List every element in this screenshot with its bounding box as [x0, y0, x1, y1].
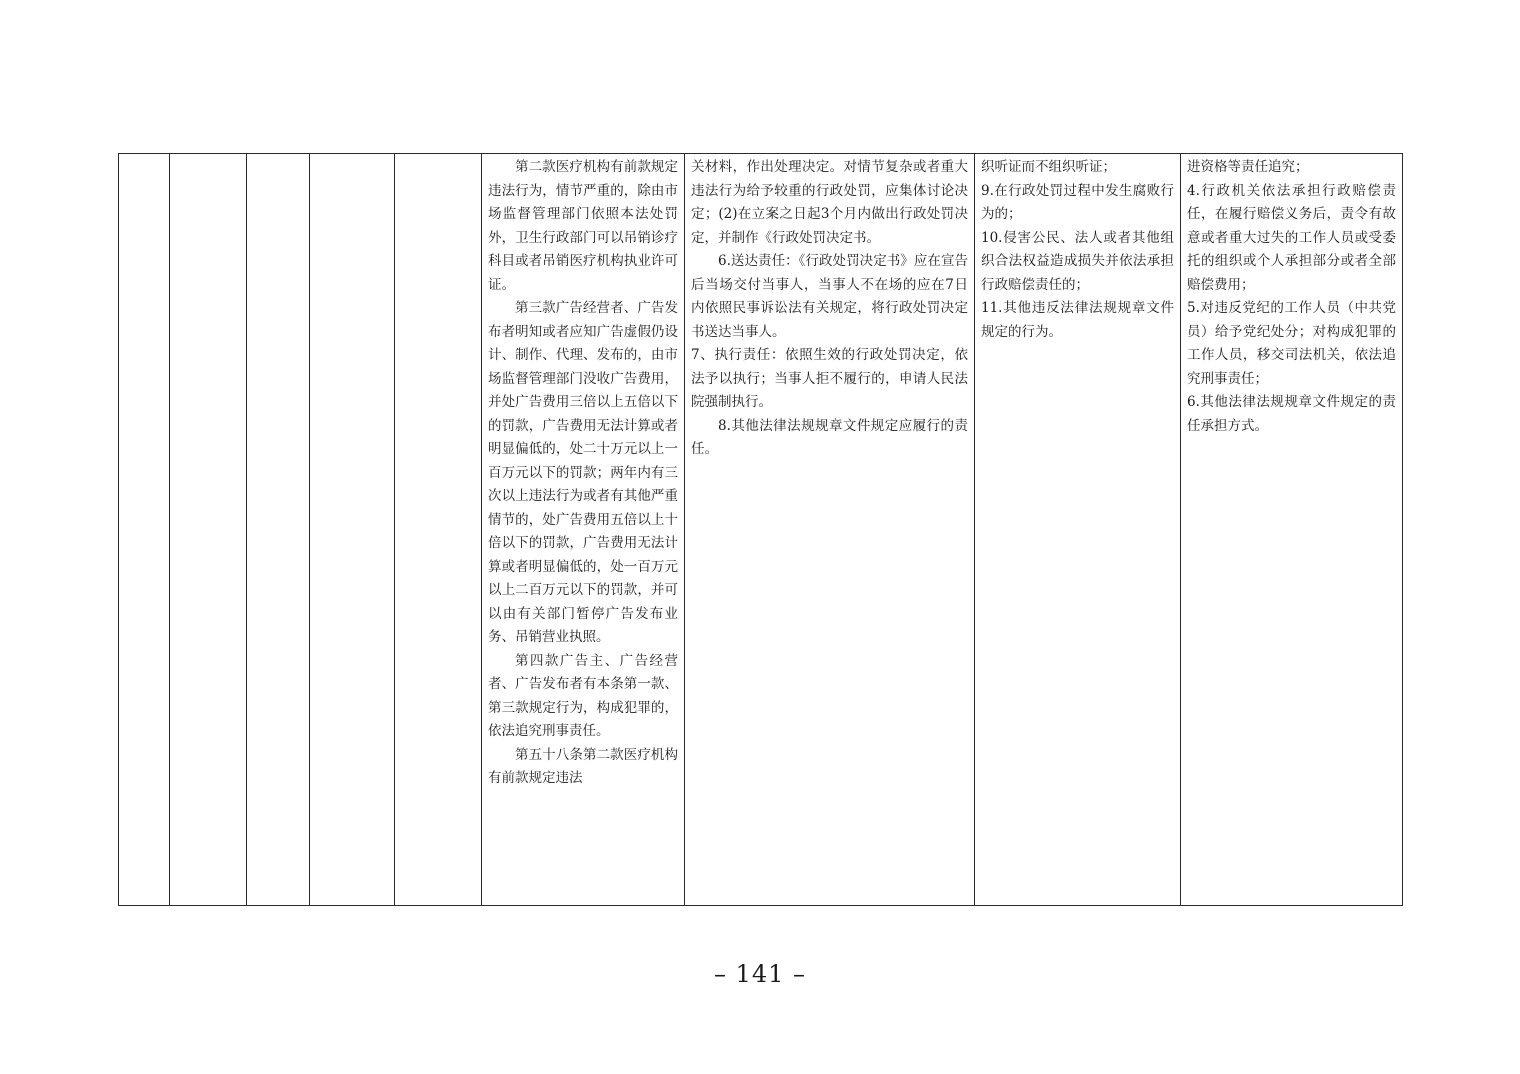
penalty-clause-3: 第三款广告经营者、广告发布者明知或者应知广告虚假仍设计、制作、代理、发布的，由市场监督管理部门没收广告费用，并处广告费用三倍以上五倍以下的罚款，广告费用无法计算或者明显偏低的，处二十万元以上一百万元以下的罚款；两年内有三次以上违法行为或者有其他严重情节的，处广告费用五倍以上十倍以下的罚款，广告费用无法计算或者明显偏低的，处一百万元以上二百万元以下的罚款，并可以由有关部门暂停广告发布业务、吊销营业执照。 [488, 300, 678, 645]
delivery-responsibility: 6.送达责任：《行政处罚决定书》应在宣告后当场交付当事人，当事人不在场的应在7日内依照民事诉讼法有关规定，将行政处罚决定书送达当事人。 [691, 253, 968, 340]
document-table [118, 153, 1403, 906]
empty-cell-col5 [395, 154, 482, 906]
method-item-5: 5.对违反党纪的工作人员（中共党员）给予党纪处分；对构成犯罪的工作人员，移交司法机关，依法追究刑事责任； [1187, 300, 1396, 387]
empty-cell-col3 [247, 154, 310, 906]
penalty-clause-2: 第二款医疗机构有前款规定违法行为，情节严重的，除由市场监督管理部门依照本法处罚外，卫生行政部门可以吊销诊疗科目或者吊销医疗机构执业许可证。 [488, 159, 678, 293]
execution-responsibility: 7、执行责任：依照生效的行政处罚决定，依法予以执行；当事人拒不履行的，申请人民法院强制执行。 [691, 347, 968, 410]
empty-cell-col1 [119, 154, 170, 906]
other-responsibility: 8.其他法律法规规章文件规定应履行的责任。 [691, 417, 968, 457]
empty-cell-col4 [310, 154, 395, 906]
situation-item-9: 9.在行政处罚过程中发生腐败行为的； [981, 182, 1174, 222]
table-row [119, 154, 1403, 906]
penalty-clause-4: 第四款广告主、广告经营者、广告发布者有本条第一款、第三款规定行为，构成犯罪的，依法追究刑事责任。 [488, 652, 678, 739]
method-item-6: 6.其他法律法规规章文件规定的责任承担方式。 [1187, 394, 1396, 434]
situation-item-cont: 织听证而不组织听证； [981, 159, 1116, 175]
accountability-methods-cell [1181, 154, 1403, 906]
situation-item-10: 10.侵害公民、法人或者其他组织合法权益造成损失并依法承担行政赔偿责任的； [981, 229, 1174, 293]
empty-cell-col2 [170, 154, 247, 906]
penalty-article-58: 第五十八条第二款医疗机构有前款规定违法 [488, 746, 678, 786]
decision-responsibility: 关材料，作出处理决定。对情节复杂或者重大违法行为给予较重的行政处罚，应集体讨论决定；(2)在立案之日起3个月内做出行政处罚决定，并制作《行政处罚决定书。 [691, 159, 968, 246]
method-item-cont: 进资格等责任追究； [1187, 159, 1309, 175]
page-number: – 141 – [713, 960, 807, 988]
accountability-situations-cell [975, 154, 1181, 906]
responsibility-cell [685, 154, 975, 906]
situation-item-11: 11.其他违反法律法规规章文件规定的行为。 [981, 300, 1174, 340]
penalty-basis-cell [482, 154, 685, 906]
method-item-4: 4.行政机关依法承担行政赔偿责任，在履行赔偿义务后，责令有故意或者重大过失的工作人员或受委托的组织或个人承担部分或者全部赔偿费用； [1187, 182, 1396, 293]
